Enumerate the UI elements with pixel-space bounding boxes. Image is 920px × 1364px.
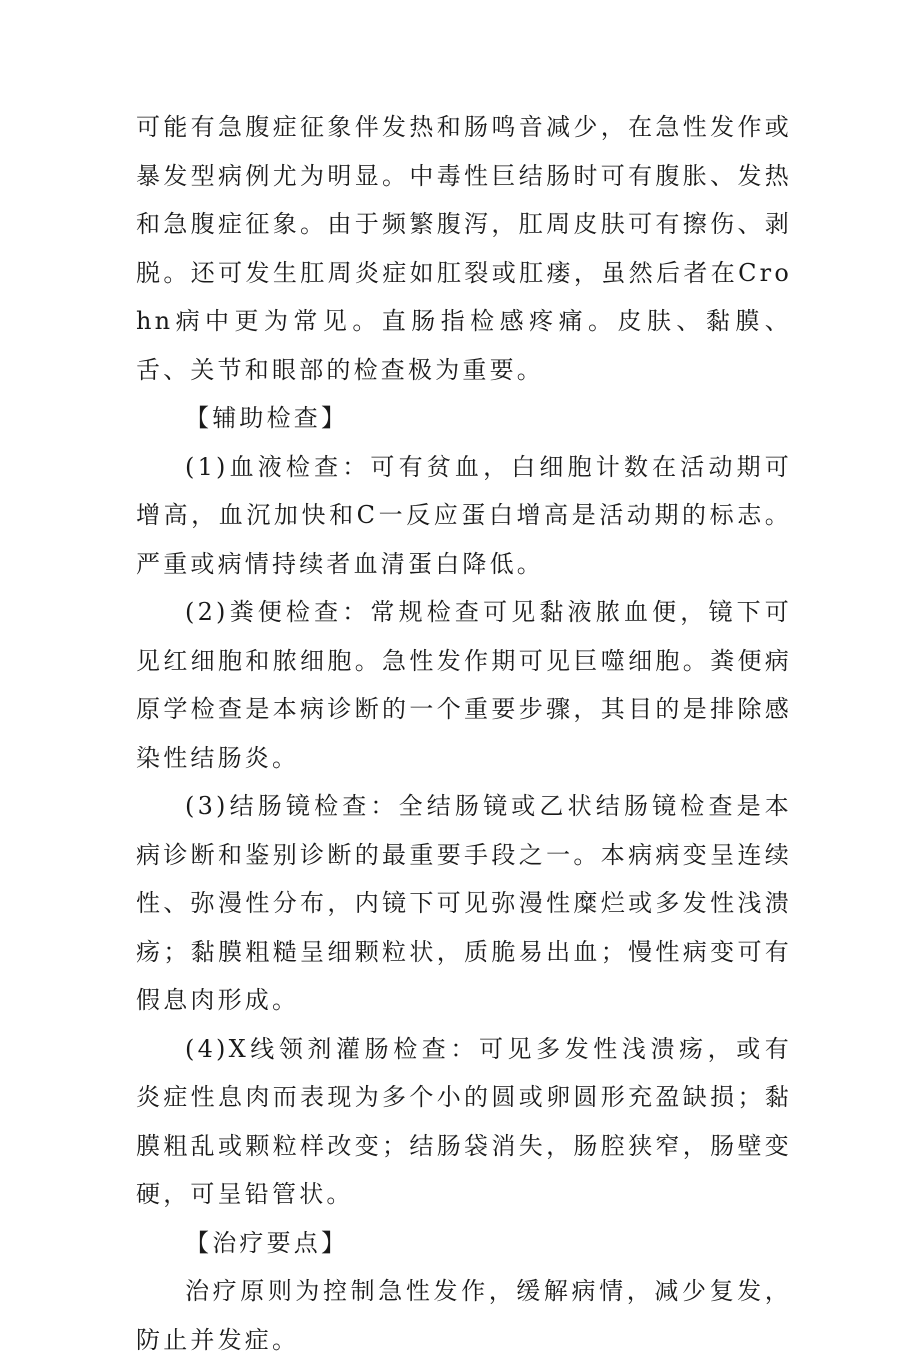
paragraph-exam-findings: 可能有急腹症征象伴发热和肠鸣音减少，在急性发作或暴发型病例尤为明显。中毒性巨结肠时可有腹胀、发热和急腹症征象。由于频繁腹泻，肛周皮肤可有擦伤、剥脱。还可发生肛周炎症如肛裂或肛瘘，虽然后者在Crohn病中更为常见。直肠指检感疼痛。皮肤、黏膜、舌、关节和眼部的检查极为重要。: [136, 113, 792, 384]
section-heading-auxiliary-exams: 【辅助检查】: [185, 404, 349, 432]
paragraph-colonoscopy: (3)结肠镜检查：全结肠镜或乙状结肠镜检查是本病诊断和鉴别诊断的最重要手段之一。本病病变呈连续性、弥漫性分布，内镜下可见弥漫性糜烂或多发性浅溃疡；黏膜粗糙呈细颗粒状，质脆易出血；慢性病变可有假息肉形成。: [136, 792, 792, 1014]
paragraph-blood-test: (1)血液检查：可有贫血，白细胞计数在活动期可增高，血沉加快和C一反应蛋白增高是活动期的标志。严重或病情持续者血清蛋白降低。: [136, 452, 792, 578]
paragraph-stool-test: (2)粪便检查：常规检查可见黏液脓血便，镜下可见红细胞和脓细胞。急性发作期可见巨噬细胞。粪便病原学检查是本病诊断的一个重要步骤，其目的是排除感染性结肠炎。: [136, 598, 792, 772]
section-heading-treatment: 【治疗要点】: [185, 1228, 349, 1257]
paragraph-barium-enema: (4)X线领剂灌肠检查：可见多发性浅溃疡，或有炎症性息肉而表现为多个小的圆或卵圆形充盈缺损；黏膜粗乱或颗粒样改变；结肠袋消失，肠腔狭窄，肠壁变硬，可呈铅管状。: [136, 1034, 792, 1208]
document-body: [136, 103, 792, 1364]
paragraph-treatment-principle: 治疗原则为控制急性发作，缓解病情，减少复发，防止并发症。: [136, 1277, 792, 1354]
